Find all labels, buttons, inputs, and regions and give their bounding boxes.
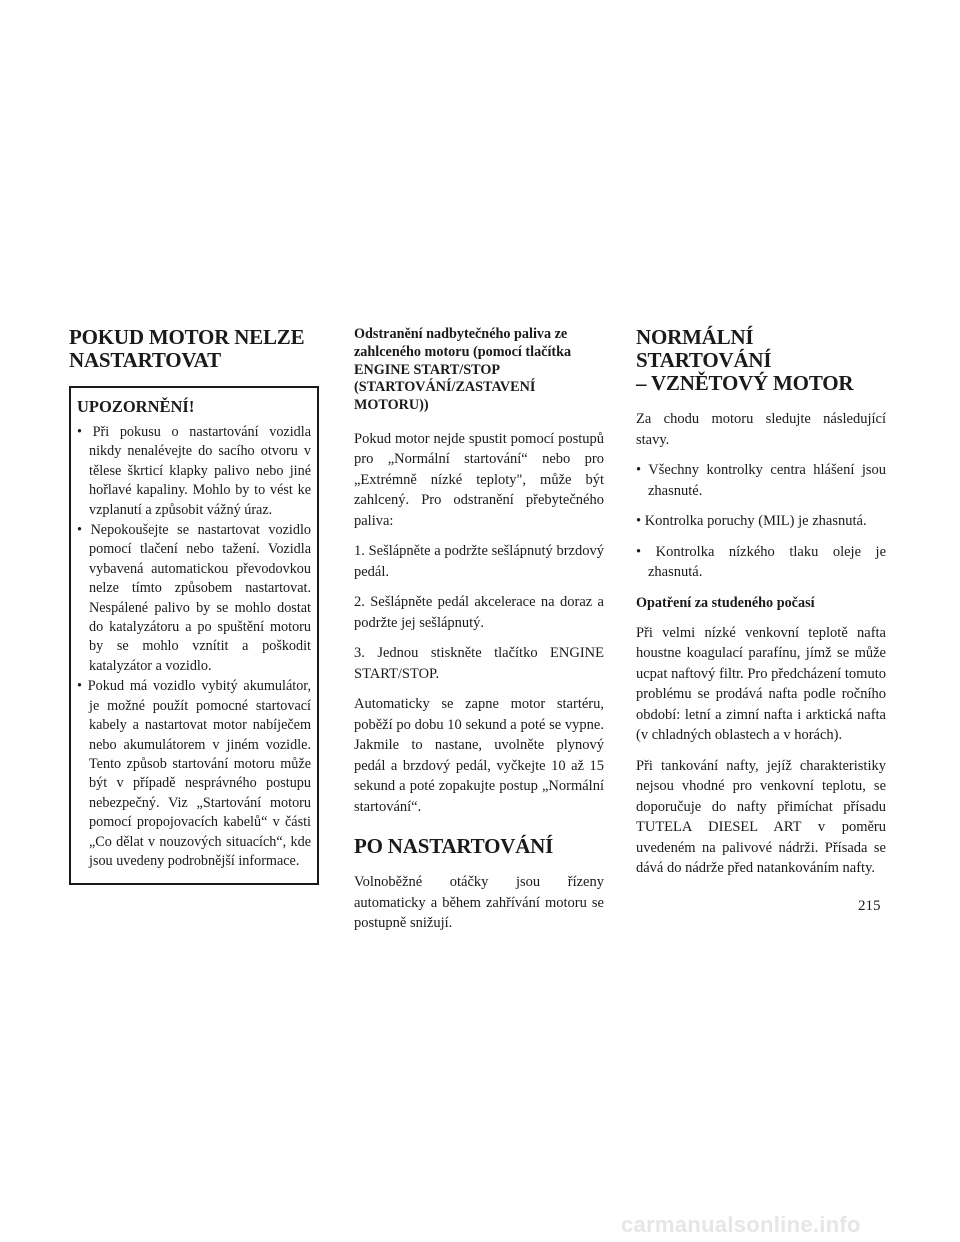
warning-title: UPOZORNĚNÍ!	[77, 397, 195, 416]
column-middle	[354, 326, 604, 944]
warning-item: • Pokud má vozidlo vybitý akumulátor, je možné použít pomocné startovací kabely a nastartovat motor nabíječem nebo akumulátorem v jiném vozidle. Tento způsob startování motoru může být v případě nesprávného postupu nebezpečný. Viz „Startování motoru pomocí propojovacích kabelů“ v části „Co dělat v nouzových situacích“, kde jsou uvedeny podrobnější informace.	[77, 678, 311, 869]
warning-item: • Při pokusu o nastartování vozidla nikdy nenalévejte do sacího otvoru v tělese škrticí klapky palivo nebo jiné hořlavé kapaliny. Mohlo by to vést ke vzplanutí a způsobit vážný úraz.	[77, 424, 311, 518]
heading-line: POKUD MOTOR NELZE	[69, 325, 305, 349]
heading-line: – VZNĚTOVÝ MOTOR	[636, 371, 854, 395]
step: 2. Sešlápněte pedál akcelerace na doraz a podržte jej sešlápnutý.	[354, 594, 604, 631]
warning-box	[69, 386, 319, 885]
list-item: • Kontrolka nízkého tlaku oleje je zhasnutá.	[636, 543, 886, 580]
paragraph: Pokud motor nejde spustit pomocí postupů pro „Normální startování“ nebo pro „Extrémně nízké teploty", může být zahlcený. Pro odstranění přebytečného paliva:	[354, 430, 604, 529]
warning-list	[77, 423, 311, 871]
paragraph: Automaticky se zapne motor startéru, poběží po dobu 10 sekund a poté se vypne. Jakmile to nastane, uvolněte plynový pedál a brzdový pedál, vyčkejte 10 až 15 sekund a poté zopakujte postup „Normální startování“.	[354, 696, 604, 815]
paragraph: Při velmi nízké venkovní teplotě nafta houstne koagulací parafínu, jímž se může ucpat naftový filtr. Pro předcházení tomuto problému se prodává nafta podle ročního období: letní a zimní nafta i arktická nafta (v chladných oblastech a v horách).	[636, 624, 886, 743]
heading-line: NASTARTOVAT	[69, 348, 221, 372]
page-number: 215	[858, 898, 881, 914]
cold-weather-subheading: Opatření za studeného počasí	[636, 594, 815, 611]
paragraph: Při tankování nafty, jejíž charakteristiky nejsou vhodné pro venkovní teplotu, se doporučuje do nafty přimíchat přísadu TUTELA DIESEL ART v poměru uvedeném na palivové nádrži. Přísada se dává do nádrže před natankováním nafty.	[636, 757, 886, 876]
flooded-engine-subheading: Odstranění nadbytečného paliva ze zahlceného motoru (pomocí tlačítka ENGINE START/STOP (STARTOVÁNÍ/ZASTAVENÍ MOTORU))	[354, 326, 572, 414]
step: 1. Sešlápněte a podržte sešlápnutý brzdový pedál.	[354, 543, 604, 580]
paragraph: Volnoběžné otáčky jsou řízeny automaticky a během zahřívání motoru se postupně snižují.	[354, 874, 604, 932]
warning-item: • Nepokoušejte se nastartovat vozidlo pomocí tlačení nebo tažení. Vozidla vybavená automatickou převodovkou nelze tímto způsobem nastartovat. Nespálené palivo by se mohlo dostat do katalyzátoru a po spuštění motoru by se mohlo vznítit a poškodit katalyzátor a vozidlo.	[77, 522, 311, 674]
list-item: • Všechny kontrolky centra hlášení jsou zhasnuté.	[636, 462, 886, 499]
paragraph: Za chodu motoru sledujte následující stavy.	[636, 411, 886, 448]
watermark: carmanualsonline.info	[621, 1212, 861, 1237]
column-left	[69, 326, 319, 885]
section-heading	[636, 326, 886, 395]
section-heading	[69, 326, 319, 372]
step: 3. Jednou stiskněte tlačítko ENGINE START/STOP.	[354, 645, 604, 682]
section-heading: PO NASTARTOVÁNÍ	[354, 834, 554, 859]
heading-line: NORMÁLNÍ STARTOVÁNÍ	[636, 325, 772, 372]
list-item: • Kontrolka poruchy (MIL) je zhasnutá.	[636, 513, 867, 529]
status-list	[636, 460, 886, 583]
column-right	[636, 326, 886, 889]
